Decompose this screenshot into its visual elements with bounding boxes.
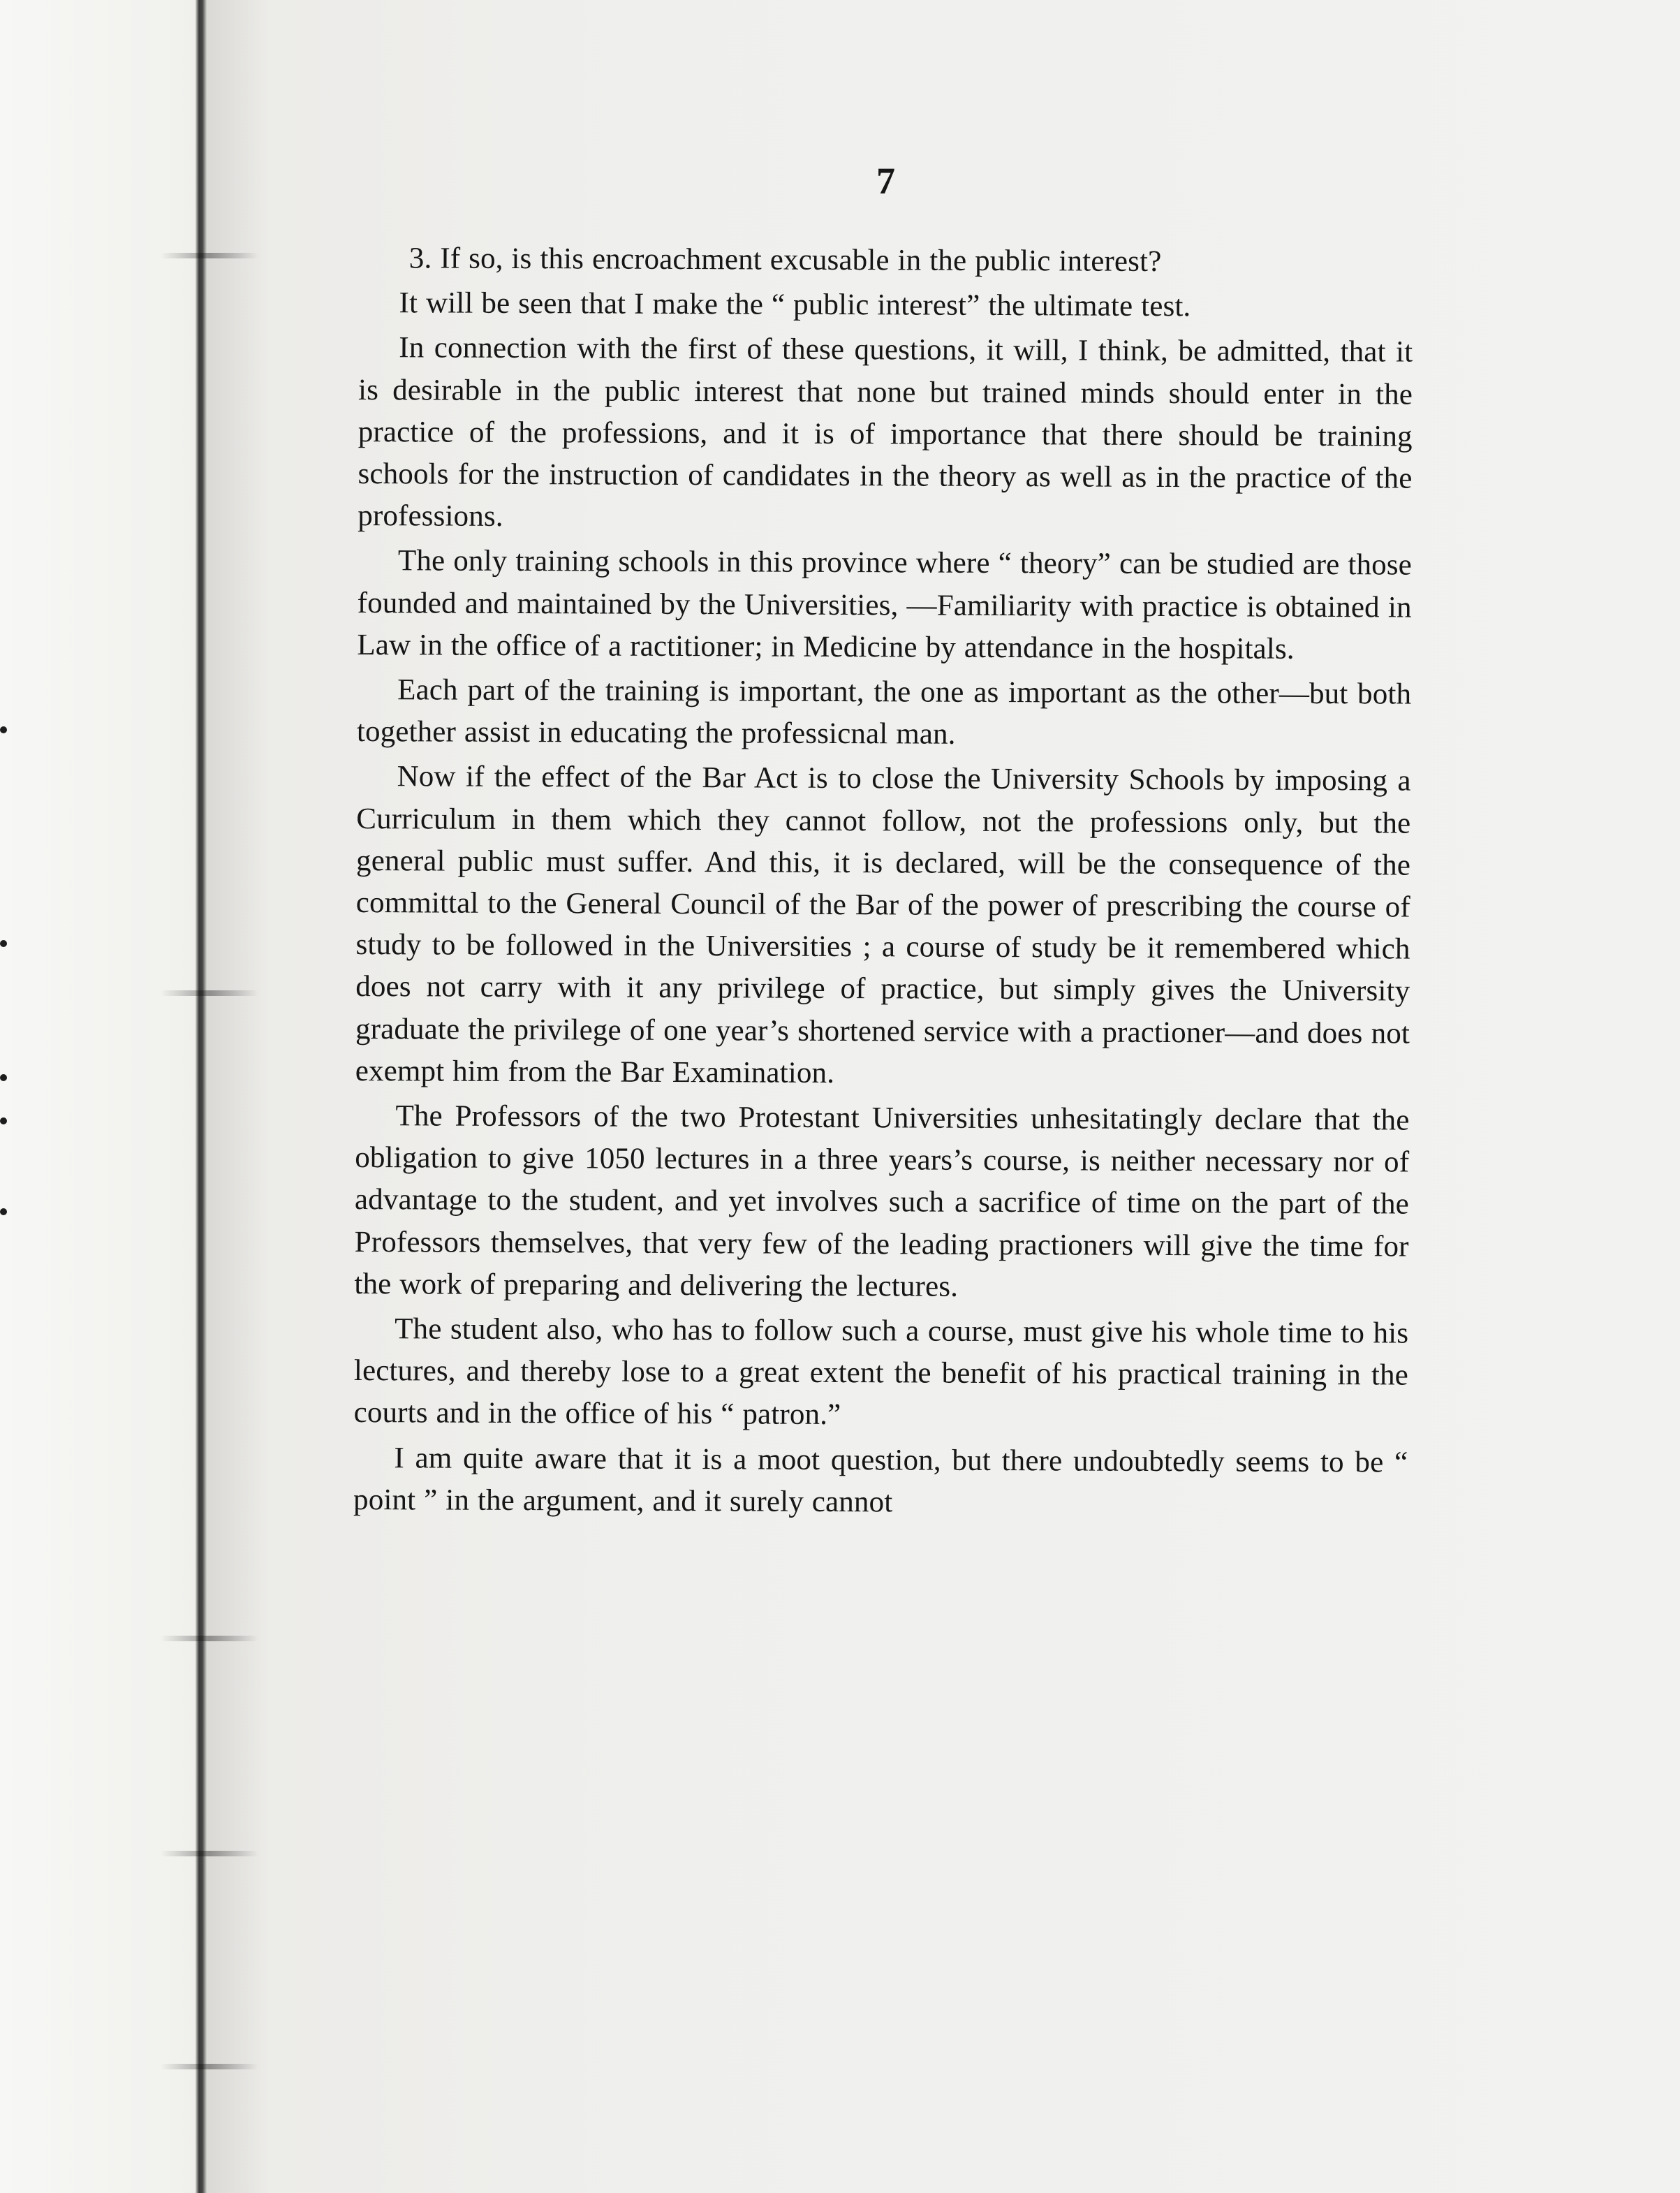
paragraph: I am quite aware that it is a moot question, but there undoubtedly seems to be “ point ” in the argument, and it surely cannot [353,1441,1408,1519]
edge-mark [0,940,7,947]
paragraph: The only training schools in this province where “ theory” can be studied are those founded and maintained by the Universities, —Familiarity with practice is obtained in Law in the office of a ractitioner; in Medicine by attendance in the hospitals. [357,544,1413,666]
binding-stitch [161,990,258,996]
binding-stitch [161,1851,258,1856]
paragraph: Each part of the training is important, the one as important as the other—but both together assist in educating the professicnal man. [356,673,1412,751]
edge-mark [0,1074,7,1081]
paragraph: The Professors of the two Protestant Universities unhesitatingly declare that the obligation to give 1050 lectures in a three years’s course, is neither necessary nor of advantage to the student, and yet involves such a sacrifice of time on the part of the Professors themselves, that very few of the leading practioners will give the time for the work of preparing and delivering the lectures. [354,1099,1410,1303]
paragraph: It will be seen that I make the “ public interest” the ultimate test. [399,286,1191,323]
paragraph: In connection with the first of these questions, it will, I think, be admitted, that it is desirable in the public interest that none but trained minds should enter in the practice of the professions, and it is of importance that there should be training schools for the instruction of candidates in the theory as well as in the practice of the professions. [358,331,1413,534]
paragraph: The student also, who has to follow such a course, must give his whole time to his lectures, and thereby lose to a great extent the benefit of his practical training in the courts and in the office of his “ patron.” [353,1312,1409,1432]
binding-stitch [161,1636,258,1641]
edge-mark [0,726,7,733]
edge-mark [0,1208,7,1215]
paragraph: Now if the effect of the Bar Act is to close the University Schools by imposing a Curriculum in them which they cannot follow, not the professions only, but the general public must suffer. And this, it is declared, will be the consequence of the committal to the General Council of the Bar of the power of prescribing the course of study to be followed in the Universities ; a course of study be it remembered which does not carry with it any privilege of practice, but simply gives the University graduate the privilege of one year’s shortened service with a practioner—and does not exempt him from the Bar Examination. [355,760,1411,1090]
paragraph: 3. If so, is this encroachment excusable in the public interest? [408,242,1162,279]
binding-shadow [207,0,270,2193]
edge-mark [0,1117,7,1124]
book-binding [196,0,207,2193]
binding-stitch [161,253,258,258]
binding-stitch [161,2064,258,2069]
body-text [353,237,1413,1526]
page-number: 7 [876,160,895,202]
